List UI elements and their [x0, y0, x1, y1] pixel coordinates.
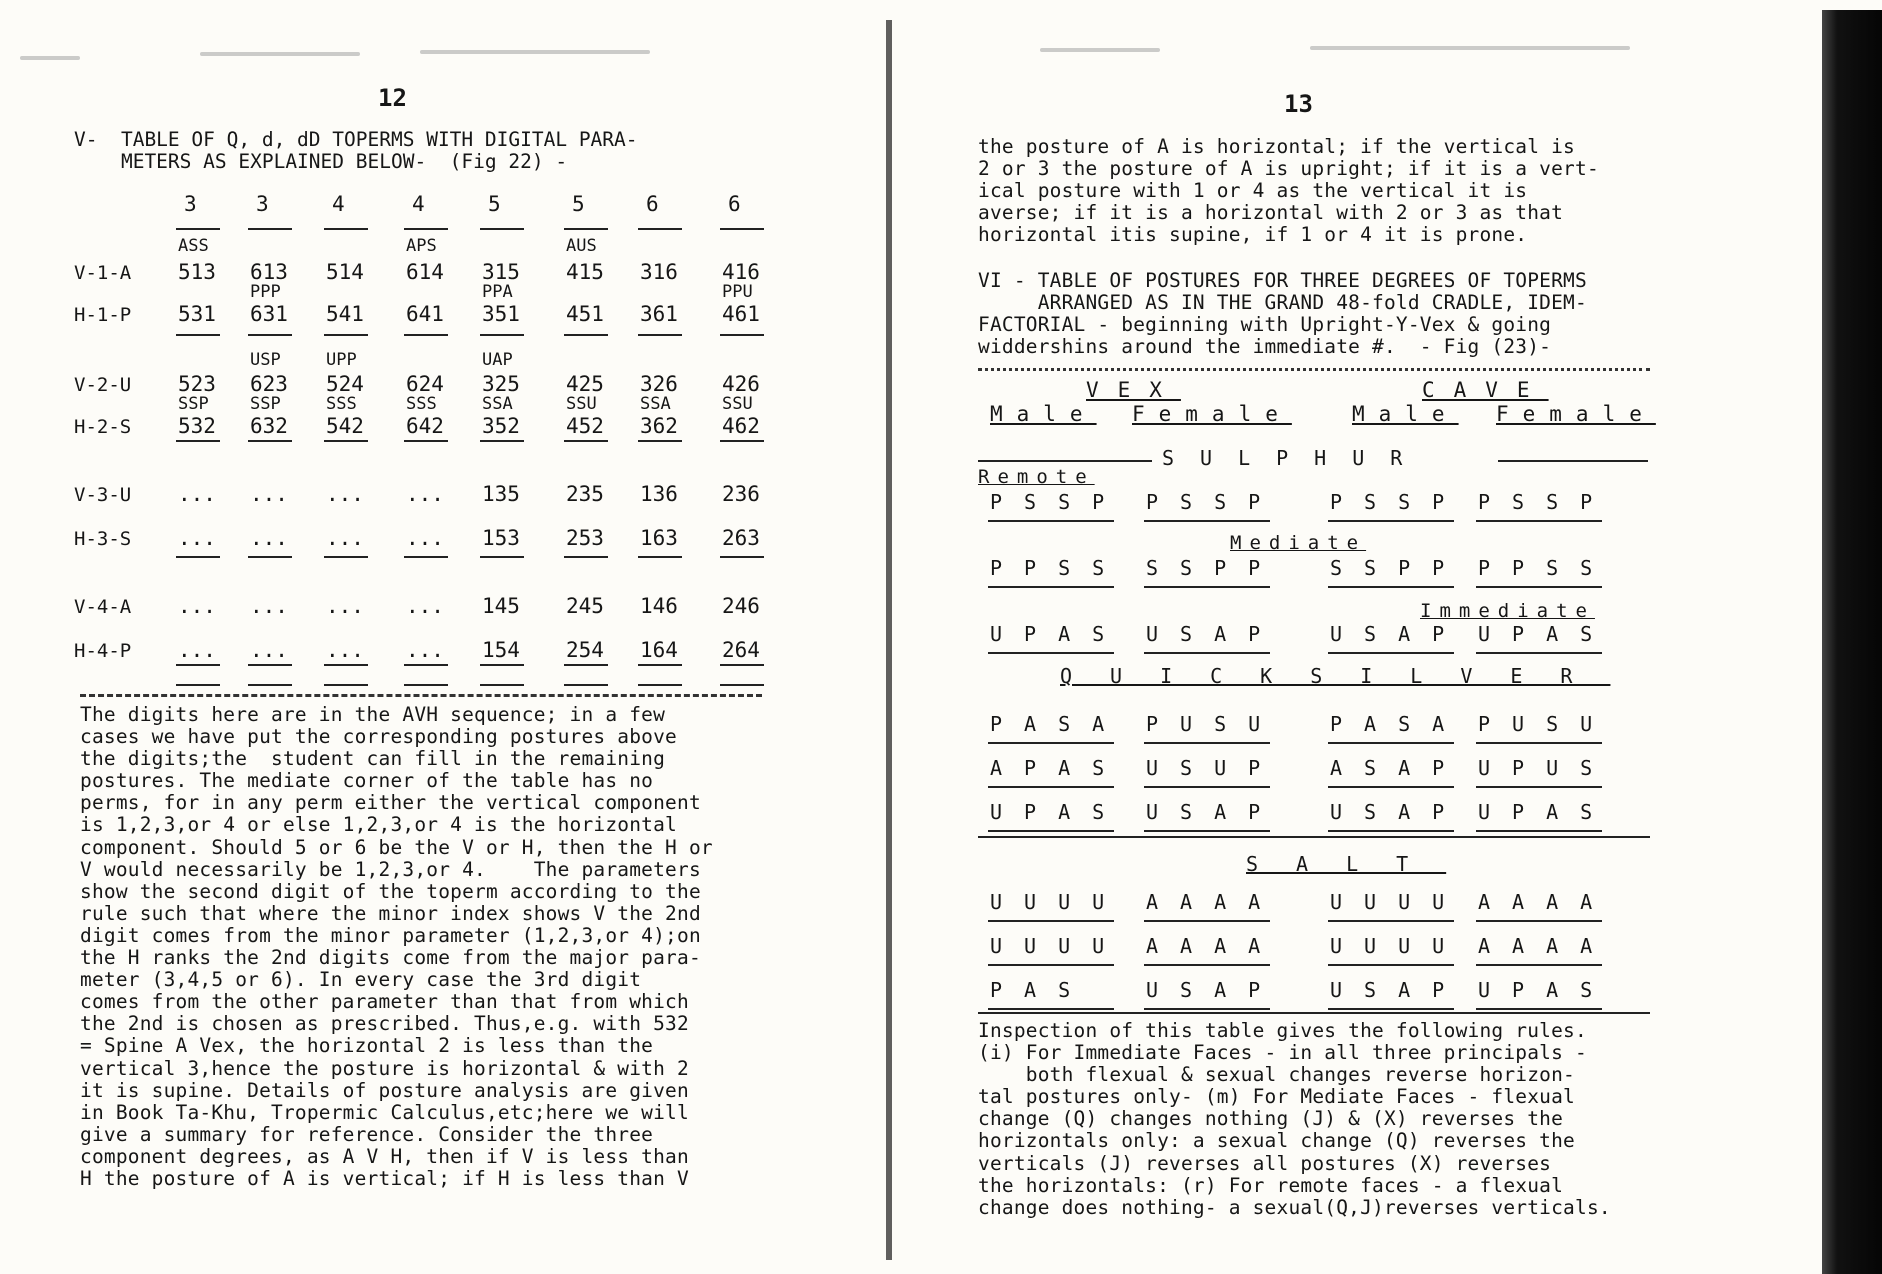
cell-underline	[404, 556, 448, 558]
cell-underline	[404, 664, 448, 666]
salt-label: SALT	[1246, 852, 1447, 876]
group-underline	[1144, 520, 1270, 522]
group-underline	[1328, 964, 1454, 966]
cell-underline	[404, 334, 448, 336]
table-cell: 632	[250, 414, 288, 438]
table-cell: 315	[482, 260, 520, 284]
table-cell: ...	[406, 638, 444, 662]
posture-group: PSSP	[990, 490, 1127, 514]
sulphur-rule-left	[978, 460, 1152, 462]
group-underline	[988, 520, 1114, 522]
column-header: 6	[646, 192, 659, 216]
mediate-label: Mediate	[1230, 532, 1367, 554]
cell-underline	[176, 684, 220, 686]
row-label: V-1-A	[74, 262, 132, 284]
table-cell: ...	[178, 638, 216, 662]
group-underline	[1144, 830, 1270, 832]
group-underline	[1328, 920, 1454, 922]
table-cell: 542	[326, 414, 364, 438]
table-cell: 641	[406, 302, 444, 326]
group-underline	[1476, 920, 1602, 922]
posture-group: USAP	[1146, 800, 1283, 824]
posture-group: UPAS	[1478, 800, 1615, 824]
cell-underline	[176, 556, 220, 558]
table-cell: 513	[178, 260, 216, 284]
cell-underline	[480, 440, 524, 442]
posture-group: PUSU	[1478, 712, 1615, 736]
table-cell: ...	[178, 482, 216, 506]
group-underline	[1328, 786, 1454, 788]
header-underline	[176, 228, 220, 230]
male-header-2: Male	[1352, 402, 1459, 426]
cell-underline	[638, 440, 682, 442]
table-cell: 361	[640, 302, 678, 326]
posture-group: PSSP	[1330, 490, 1467, 514]
group-underline	[1328, 652, 1454, 654]
cell-underline	[564, 556, 608, 558]
group-underline	[1328, 520, 1454, 522]
cell-underline	[324, 334, 368, 336]
column-header: 3	[184, 192, 197, 216]
dashed-separator	[80, 694, 762, 697]
row-label: H-2-S	[74, 416, 132, 438]
group-underline	[988, 786, 1114, 788]
table-cell: 541	[326, 302, 364, 326]
posture-group: PUSU	[1146, 712, 1283, 736]
group-underline	[988, 920, 1114, 922]
cell-underline	[324, 664, 368, 666]
cell-underline	[480, 556, 524, 558]
posture-group: PPSS	[990, 556, 1127, 580]
table-cell: 135	[482, 482, 520, 506]
group-underline	[988, 830, 1114, 832]
intro-text: the posture of A is horizontal; if the vertical is 2 or 3 the posture of A is upright; if it is a vert- ical posture with 1 or 4 as the vertical it is averse; if it is a horizontal with 2 or 3 as that horizontal itis supine, if 1 or 4 it is prone.	[978, 135, 1599, 247]
cell-underline	[564, 664, 608, 666]
table-cell: 624	[406, 372, 444, 396]
posture-label: USP	[250, 350, 281, 370]
posture-label: SSU	[722, 394, 753, 414]
cell-underline	[324, 556, 368, 558]
column-header: 4	[332, 192, 345, 216]
table-cell: 532	[178, 414, 216, 438]
table-cell: 523	[178, 372, 216, 396]
posture-label: SSA	[482, 394, 513, 414]
table-cell: 351	[482, 302, 520, 326]
female-header-2: Female	[1496, 402, 1656, 426]
table-cell: 146	[640, 594, 678, 618]
group-underline	[1328, 1008, 1454, 1010]
posture-group: UPAS	[1478, 622, 1615, 646]
posture-group: UUUU	[1330, 890, 1467, 914]
table-cell: 264	[722, 638, 760, 662]
table-cell: 263	[722, 526, 760, 550]
row-label: V-3-U	[74, 484, 132, 506]
cell-underline	[720, 556, 764, 558]
table-cell: 531	[178, 302, 216, 326]
quicksilver-bottom-rule	[978, 836, 1650, 838]
table-cell: 253	[566, 526, 604, 550]
quicksilver-label: QUICKSILVER	[1060, 664, 1611, 688]
group-underline	[1144, 920, 1270, 922]
cell-underline	[638, 684, 682, 686]
table-cell: ...	[326, 594, 364, 618]
posture-group: PPSS	[1478, 556, 1615, 580]
table-cell: 326	[640, 372, 678, 396]
posture-group: UUUU	[990, 934, 1127, 958]
page-number: 12	[378, 84, 407, 112]
group-underline	[988, 652, 1114, 654]
cell-underline	[720, 684, 764, 686]
table-cell: ...	[326, 482, 364, 506]
table-cell: ...	[406, 482, 444, 506]
posture-group: AAAA	[1146, 890, 1283, 914]
table-cell: ...	[326, 638, 364, 662]
table-cell: 614	[406, 260, 444, 284]
table-cell: 452	[566, 414, 604, 438]
table-cell: 514	[326, 260, 364, 284]
posture-label: SSS	[406, 394, 437, 414]
posture-group: PASA	[1330, 712, 1467, 736]
cell-underline	[564, 334, 608, 336]
cell-underline	[248, 684, 292, 686]
table-cell: 254	[566, 638, 604, 662]
group-underline	[1476, 586, 1602, 588]
posture-group: PSSP	[1146, 490, 1283, 514]
cell-underline	[248, 556, 292, 558]
right-page	[890, 0, 1882, 1274]
group-underline	[1144, 1008, 1270, 1010]
cell-underline	[480, 684, 524, 686]
header-underline	[564, 228, 608, 230]
scan-dark-edge	[1822, 10, 1882, 1274]
posture-group: PAS	[990, 978, 1093, 1002]
table-cell: ...	[326, 526, 364, 550]
body-text: The digits here are in the AVH sequence; in a few cases we have put the corresponding postures above the digits;the student can fill in the remaining postures. The mediate corner of the table has no perms, for in any perm either the vertical component is 1,2,3,or 4 or else 1,2,3,or 4 is the horizontal component. Should 5 or 6 be the V or H, then the H or V would necessarily be 1,2,3,or 4. The parameters show the second digit of the toperm according to the rule such that where the minor index shows V the 2nd digit comes from the minor parameter (1,2,3,or 4);on the H ranks the 2nd digits come from the major para- meter (3,4,5 or 6). In every case the 3rd digit comes from the other parameter than that from which the 2nd is chosen as prescribed. Thus,e.g. with 532 = Spine A Vex, the horizontal 2 is less than the vertical 3,hence the posture is horizontal & with 2 it is supine. Details of posture analysis are given in Book Ta-Khu, Tropermic Calculus,etc;here we will give a summary for reference. Consider the three component degrees, as A V H, then if V is less than H the posture of A is vertical; if H is less than V	[80, 703, 713, 1190]
posture-group: APAS	[990, 756, 1127, 780]
table-cell: 425	[566, 372, 604, 396]
heading-rule	[978, 368, 1650, 371]
table-heading: VI - TABLE OF POSTURES FOR THREE DEGREES OF TOPERMS ARRANGED AS IN THE GRAND 48-fold CRADLE, IDEM- FACTORIAL - beginning with Upright-Y-Vex & going widdershins around the immediate #. - Fig (23)-	[978, 269, 1587, 359]
posture-group: USAP	[1330, 978, 1467, 1002]
row-label: V-2-U	[74, 374, 132, 396]
cell-underline	[324, 684, 368, 686]
cell-underline	[720, 440, 764, 442]
cell-underline	[248, 440, 292, 442]
header-underline	[720, 228, 764, 230]
row-label: H-1-P	[74, 304, 132, 326]
cell-underline	[248, 334, 292, 336]
table-cell: 352	[482, 414, 520, 438]
table-cell: 415	[566, 260, 604, 284]
header-underline	[638, 228, 682, 230]
male-header-1: Male	[990, 402, 1097, 426]
column-header: 6	[728, 192, 741, 216]
group-underline	[988, 742, 1114, 744]
posture-group: USUP	[1146, 756, 1283, 780]
posture-group: UUUU	[1330, 934, 1467, 958]
group-underline	[988, 586, 1114, 588]
header-underline	[248, 228, 292, 230]
table-cell: 416	[722, 260, 760, 284]
cell-underline	[564, 440, 608, 442]
table-cell: 325	[482, 372, 520, 396]
row-label: V-4-A	[74, 596, 132, 618]
table-cell: ...	[178, 526, 216, 550]
table-cell: 462	[722, 414, 760, 438]
group-underline	[988, 1008, 1114, 1010]
table-cell: 163	[640, 526, 678, 550]
rules-text: Inspection of this table gives the following rules. (i) For Immediate Faces - in all three principals - both flexual & sexual changes reverse horizon- tal postures only- (m) For Mediate Faces - flexual change (Q) changes nothing (J) & (X) reverses the horizontals only: a sexual change (Q) reverses the verticals (J) reverses all postures (X) reverses the horizontals: (r) For remote faces - a flexual change does nothing- a sexual(Q,J)reverses verticals.	[978, 1019, 1611, 1219]
group-underline	[1144, 964, 1270, 966]
posture-group: UPAS	[1478, 978, 1615, 1002]
table-cell: 154	[482, 638, 520, 662]
group-underline	[1476, 786, 1602, 788]
group-underline	[1144, 786, 1270, 788]
table-title-line2: METERS AS EXPLAINED BELOW- (Fig 22) -	[74, 150, 568, 173]
table-cell: ...	[250, 482, 288, 506]
table-cell: ...	[406, 526, 444, 550]
female-header-1: Female	[1132, 402, 1292, 426]
posture-label: ASS	[178, 236, 209, 256]
posture-label: APS	[406, 236, 437, 256]
posture-group: UPAS	[990, 800, 1127, 824]
table-cell: ...	[250, 638, 288, 662]
cell-underline	[564, 684, 608, 686]
table-cell: 613	[250, 260, 288, 284]
page-number: 13	[1284, 90, 1313, 118]
posture-label: UPP	[326, 350, 357, 370]
table-cell: 623	[250, 372, 288, 396]
cave-header: CAVE	[1422, 378, 1549, 402]
cell-underline	[176, 334, 220, 336]
group-underline	[1144, 586, 1270, 588]
table-cell: 136	[640, 482, 678, 506]
posture-label: UAP	[482, 350, 513, 370]
posture-label: SSA	[640, 394, 671, 414]
cell-underline	[404, 440, 448, 442]
cell-underline	[176, 440, 220, 442]
posture-group: AAAA	[1478, 890, 1615, 914]
sulphur-label: SULPHUR	[1162, 446, 1429, 470]
immediate-label: Immediate	[1420, 600, 1595, 622]
group-underline	[1328, 830, 1454, 832]
posture-group: PSSP	[1478, 490, 1615, 514]
column-header: 5	[572, 192, 585, 216]
table-cell: 451	[566, 302, 604, 326]
table-cell: 362	[640, 414, 678, 438]
row-label: H-4-P	[74, 640, 132, 662]
cell-underline	[720, 664, 764, 666]
posture-label: PPU	[722, 282, 753, 302]
cell-underline	[248, 664, 292, 666]
posture-label: PPP	[250, 282, 281, 302]
table-cell: ...	[406, 594, 444, 618]
salt-bottom-rule	[978, 1012, 1650, 1014]
cell-underline	[480, 334, 524, 336]
group-underline	[1476, 520, 1602, 522]
posture-group: SSPP	[1146, 556, 1283, 580]
posture-label: SSP	[178, 394, 209, 414]
row-label: H-3-S	[74, 528, 132, 550]
posture-group: UUUU	[990, 890, 1127, 914]
table-cell: 236	[722, 482, 760, 506]
posture-label: AUS	[566, 236, 597, 256]
vex-header: VEX	[1086, 378, 1181, 402]
cell-underline	[480, 664, 524, 666]
group-underline	[1476, 964, 1602, 966]
posture-label: SSU	[566, 394, 597, 414]
table-cell: ...	[250, 526, 288, 550]
posture-group: UPUS	[1478, 756, 1615, 780]
cell-underline	[176, 664, 220, 666]
cell-underline	[720, 334, 764, 336]
table-cell: 246	[722, 594, 760, 618]
group-underline	[1476, 742, 1602, 744]
column-header: 4	[412, 192, 425, 216]
column-header: 5	[488, 192, 501, 216]
table-cell: ...	[178, 594, 216, 618]
posture-label: SSP	[250, 394, 281, 414]
posture-label: SSS	[326, 394, 357, 414]
sulphur-rule-right	[1498, 460, 1648, 462]
table-cell: 316	[640, 260, 678, 284]
header-underline	[404, 228, 448, 230]
group-underline	[1476, 1008, 1602, 1010]
cell-underline	[638, 664, 682, 666]
cell-underline	[404, 684, 448, 686]
table-cell: 524	[326, 372, 364, 396]
group-underline	[1144, 742, 1270, 744]
posture-group: USAP	[1330, 800, 1467, 824]
table-cell: ...	[250, 594, 288, 618]
posture-label: PPA	[482, 282, 513, 302]
table-cell: 153	[482, 526, 520, 550]
table-cell: 631	[250, 302, 288, 326]
posture-group: AAAA	[1146, 934, 1283, 958]
posture-group: PASA	[990, 712, 1127, 736]
posture-group: ASAP	[1330, 756, 1467, 780]
posture-group: USAP	[1330, 622, 1467, 646]
remote-label: Remote	[978, 466, 1095, 488]
group-underline	[1328, 742, 1454, 744]
posture-group: SSPP	[1330, 556, 1467, 580]
posture-group: USAP	[1146, 622, 1283, 646]
table-cell: 145	[482, 594, 520, 618]
header-underline	[324, 228, 368, 230]
cell-underline	[638, 556, 682, 558]
group-underline	[1144, 652, 1270, 654]
table-cell: 426	[722, 372, 760, 396]
header-underline	[480, 228, 524, 230]
table-cell: 164	[640, 638, 678, 662]
cell-underline	[324, 440, 368, 442]
group-underline	[988, 964, 1114, 966]
table-cell: 245	[566, 594, 604, 618]
posture-group: USAP	[1146, 978, 1283, 1002]
table-title-line1: V- TABLE OF Q, d, dD TOPERMS WITH DIGITAL PARA-	[74, 128, 638, 151]
table-cell: 461	[722, 302, 760, 326]
left-page	[0, 0, 890, 1274]
group-underline	[1476, 652, 1602, 654]
cell-underline	[638, 334, 682, 336]
table-cell: 235	[566, 482, 604, 506]
group-underline	[1328, 586, 1454, 588]
column-header: 3	[256, 192, 269, 216]
posture-group: AAAA	[1478, 934, 1615, 958]
group-underline	[1476, 830, 1602, 832]
table-cell: 642	[406, 414, 444, 438]
posture-group: UPAS	[990, 622, 1127, 646]
